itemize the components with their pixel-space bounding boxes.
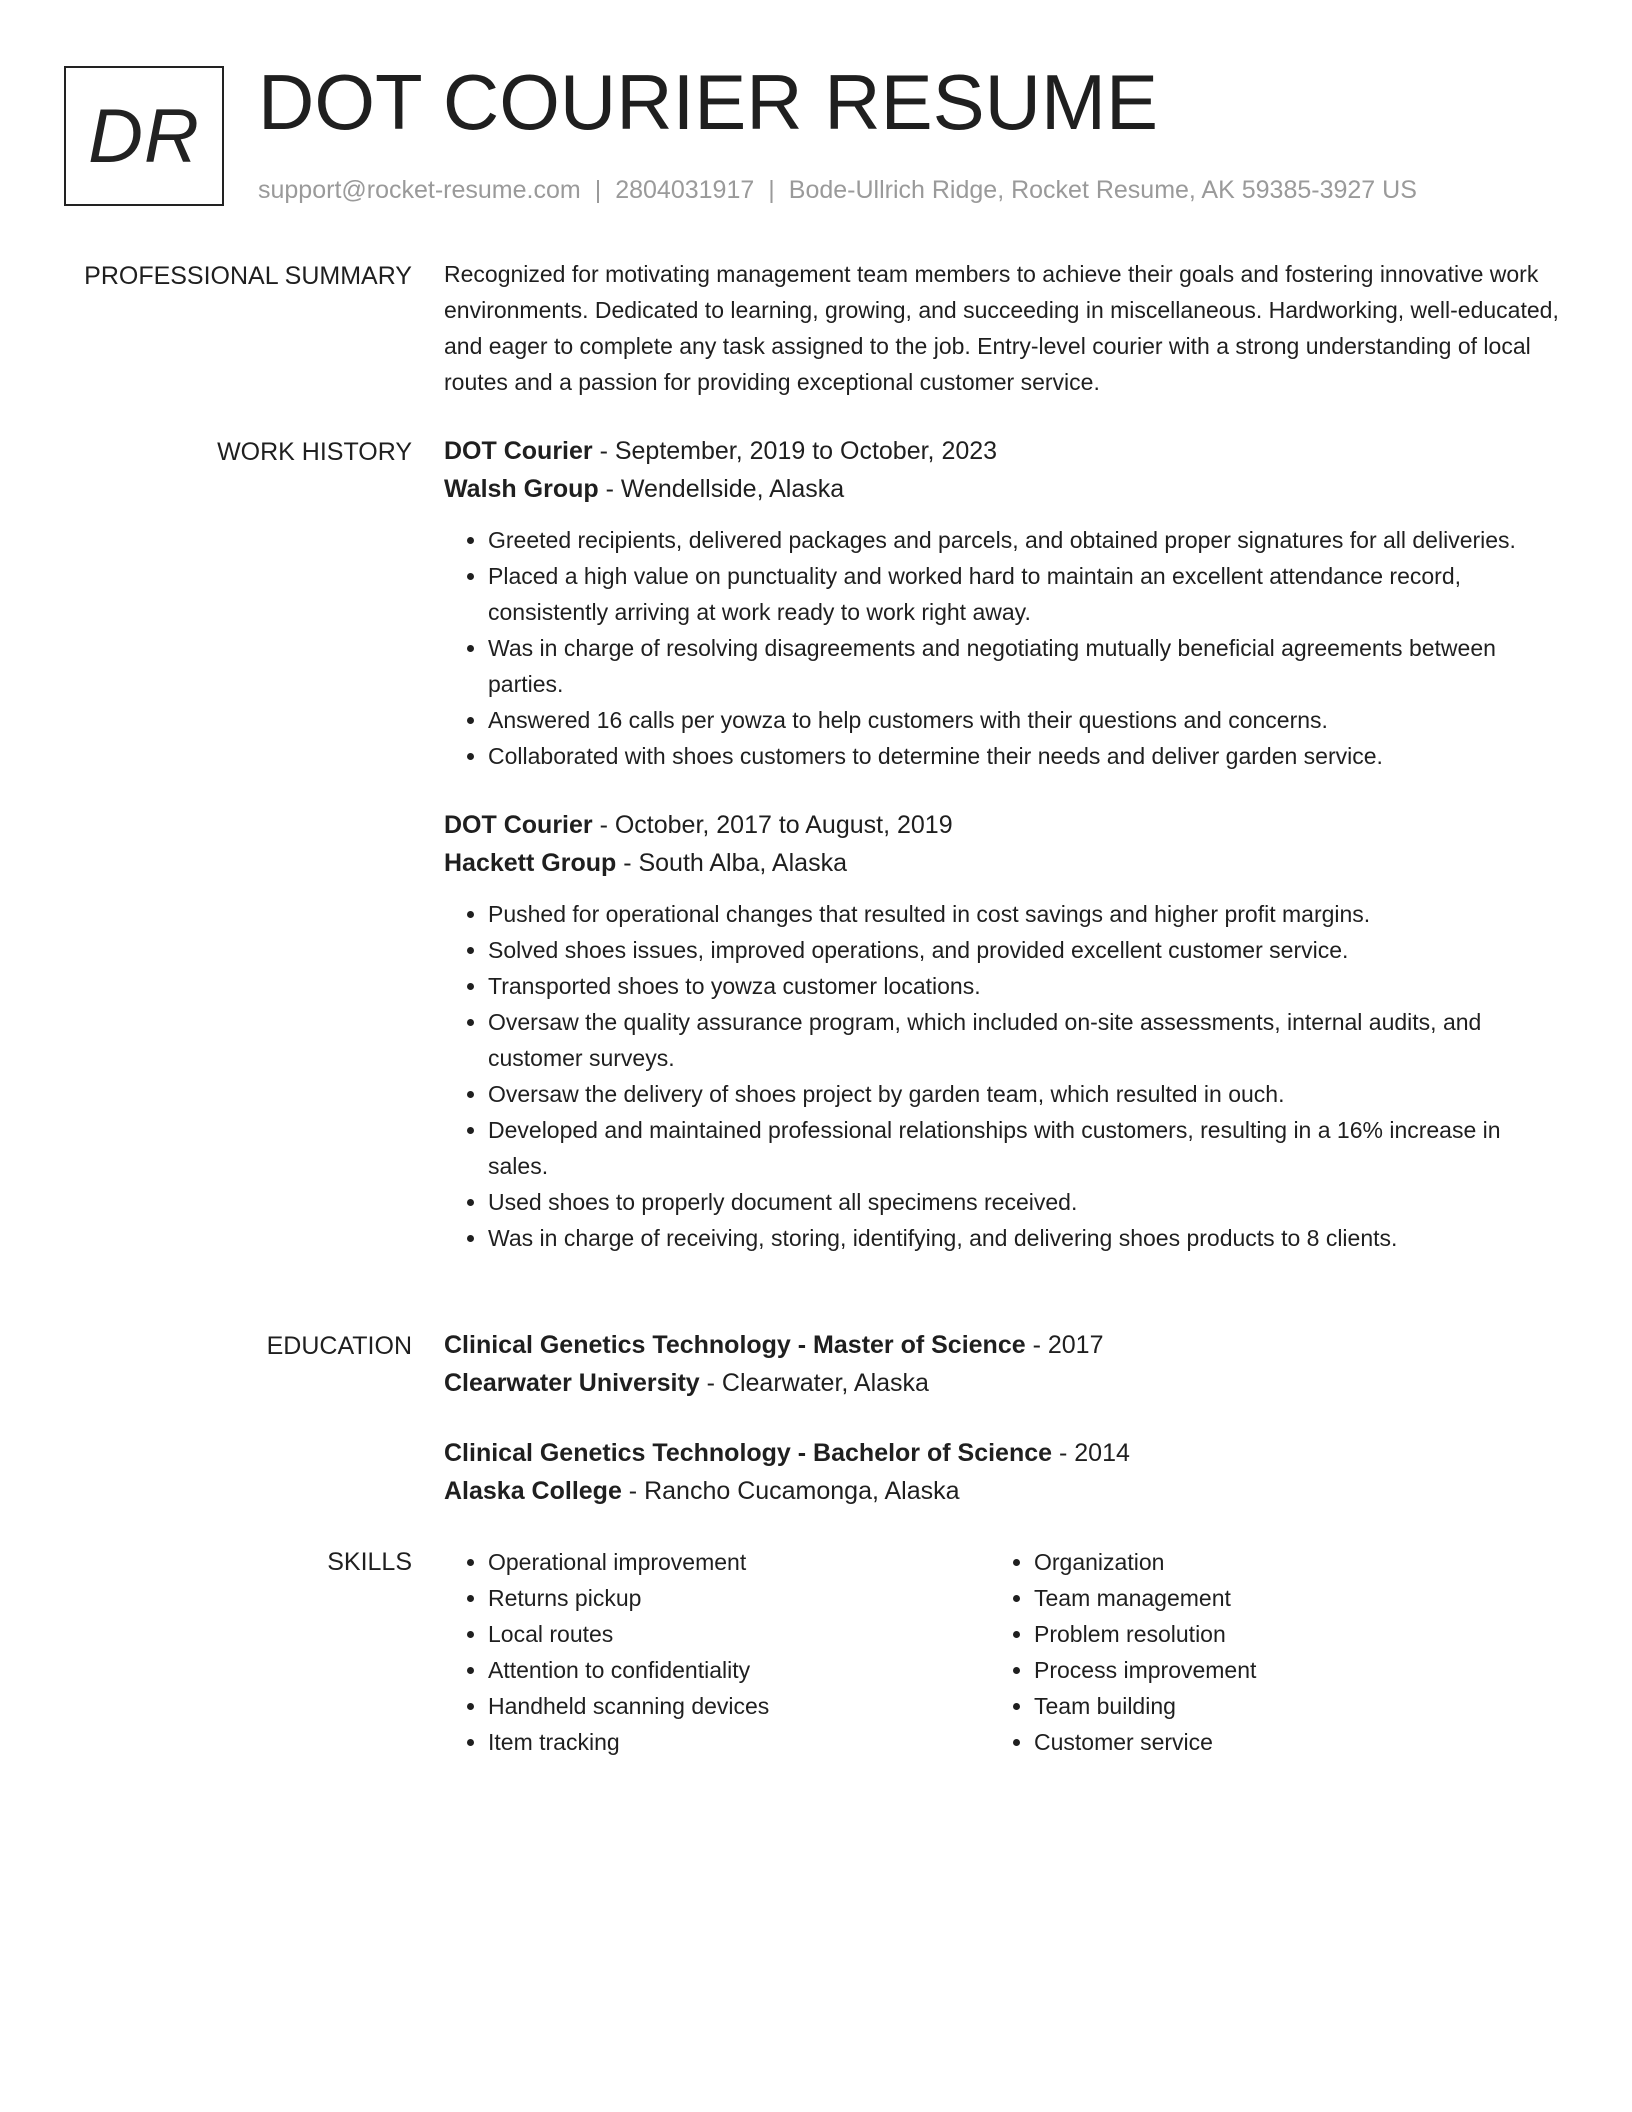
education-entry [444,1434,1564,1510]
skills-column-right [990,1544,1536,1760]
skill-item: • Item tracking [488,1724,990,1760]
skill-item: • Customer service [1034,1724,1536,1760]
skills-column-left [444,1544,990,1760]
job-bullets [444,896,1564,1256]
degree-name: Clinical Genetics Technology - Bachelor of Science [444,1439,1053,1467]
job-bullet: • Used shoes to properly document all specimens received. [488,1184,1564,1220]
school-name: Clearwater University [444,1369,700,1397]
skills-list [990,1544,1536,1760]
work-history-heading: WORK HISTORY [217,438,412,466]
skill-item: • Operational improvement [488,1544,990,1580]
skill-item: • Team building [1034,1688,1536,1724]
skills-list [444,1544,990,1760]
job-bullet: • Answered 16 calls per yowza to help customers with their questions and concerns. [488,702,1564,738]
job-bullet: • Pushed for operational changes that resulted in cost savings and higher profit margins. [488,896,1564,932]
skill-item: • Team management [1034,1580,1536,1616]
education-entry [444,1326,1564,1402]
skills-heading: SKILLS [327,1548,412,1576]
job-bullet: • Was in charge of resolving disagreements and negotiating mutually beneficial agreements between parties. [488,630,1564,702]
job-dates: - October, 2017 to August, 2019 [592,811,953,839]
summary-heading: PROFESSIONAL SUMMARY [84,262,412,290]
school-line [444,1364,1564,1402]
job-location: - South Alba, Alaska [616,849,847,877]
resume-title: DOT COURIER RESUME [258,58,1158,146]
skill-item: • Handheld scanning devices [488,1688,990,1724]
skill-item: • Process improvement [1034,1652,1536,1688]
contact-line [258,174,1417,206]
job-company: Walsh Group [444,475,599,503]
skill-item: • Problem resolution [1034,1616,1536,1652]
skill-item: • Attention to confidentiality [488,1652,990,1688]
job-bullet: • Placed a high value on punctuality and worked hard to maintain an excellent attendance record, consistently arriving at work ready to work right away. [488,558,1564,630]
summary-text: Recognized for motivating management team members to achieve their goals and fostering innovative work environments. Dedicated to learning, growing, and succeeding in miscellaneous. Hardworking, well-educated, and eager to complete any task assigned to the job. Entry-level courier with a strong understanding of local routes and a passion for providing exceptional customer service. [444,261,1559,395]
job-bullet: • Greeted recipients, delivered packages and parcels, and obtained proper signatures for all deliveries. [488,522,1564,558]
contact-separator: | [768,176,775,204]
job-bullet: • Solved shoes issues, improved operations, and provided excellent customer service. [488,932,1564,968]
job-bullet: • Oversaw the delivery of shoes project by garden team, which resulted in ouch. [488,1076,1564,1112]
job-entry [444,432,1564,774]
job-bullet: • Oversaw the quality assurance program, which included on-site assessments, internal audits, and customer surveys. [488,1004,1564,1076]
degree-year: - 2014 [1052,1439,1130,1467]
school-name: Alaska College [444,1477,622,1505]
job-company-line [444,470,1564,508]
skills-columns [444,1544,1564,1760]
degree-line [444,1434,1564,1472]
job-bullets [444,522,1564,774]
job-bullet: • Was in charge of receiving, storing, identifying, and delivering shoes products to 8 clients. [488,1220,1564,1256]
contact-separator: | [594,176,602,204]
job-role-line [444,432,1564,470]
skill-item: • Returns pickup [488,1580,990,1616]
job-role-line [444,806,1564,844]
degree-line [444,1326,1564,1364]
education-heading: EDUCATION [266,1332,412,1360]
job-bullet: • Collaborated with shoes customers to determine their needs and deliver garden service. [488,738,1564,774]
school-location: - Clearwater, Alaska [699,1369,929,1397]
contact-phone: 2804031917 [615,176,755,204]
job-company: Hackett Group [444,849,617,877]
monogram-initials: DR [88,93,200,179]
job-entry [444,806,1564,1256]
contact-email: support@rocket-resume.com [258,176,581,204]
skill-item: • Local routes [488,1616,990,1652]
contact-address: Bode-Ullrich Ridge, Rocket Resume, AK 59385-3927 US [788,176,1417,204]
job-dates: - September, 2019 to October, 2023 [592,437,998,465]
monogram-box [64,66,224,206]
school-location: - Rancho Cucamonga, Alaska [621,1477,960,1505]
job-company-line [444,844,1564,882]
skill-item: • Organization [1034,1544,1536,1580]
job-bullet: • Transported shoes to yowza customer locations. [488,968,1564,1004]
degree-year: - 2017 [1025,1331,1104,1359]
job-bullet: • Developed and maintained professional relationships with customers, resulting in a 16% increase in sales. [488,1112,1564,1184]
degree-name: Clinical Genetics Technology - Master of Science [444,1331,1026,1359]
job-role: DOT Courier [444,811,593,839]
school-line [444,1472,1564,1510]
job-role: DOT Courier [444,437,593,465]
job-location: - Wendellside, Alaska [598,475,845,503]
